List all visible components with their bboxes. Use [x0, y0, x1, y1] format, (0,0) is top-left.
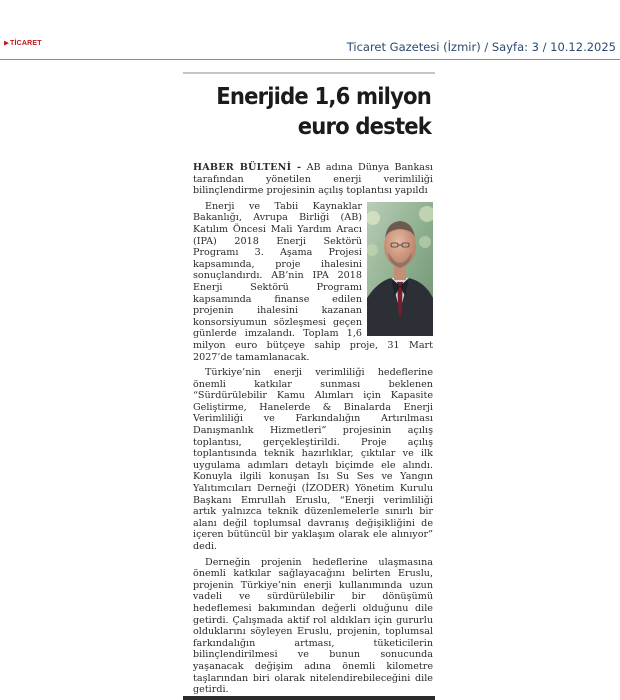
article-paragraph-lead — [193, 162, 433, 197]
logo-text: TİCARET — [10, 40, 42, 47]
article-body — [193, 162, 433, 700]
article-paragraph: Türkiye’nin enerji verimliliği hedeflerine önemli katkılar sunması beklenen “Sürdürülebilir Kamu Alımları için Kapasite Geliştirme, Hanelerde & Binalarda Enerji Verimliliği ve Farkındalığın Artırılması Danışmanlık Hizmetleri” projesinin açılış toplantısı, gerçekleştirildi. Proje açılış toplantısında teknik hazırlıklar, çıktılar ve ilk uygulama adımları detaylı biçimde ele alındı. Konuyla ilgili konuşan Isı Su Ses ve Yangın Yalıtımcıları Derneği (İZODER) Yönetim Kurulu Başkanı Emrullah Eruslu, “Enerji verimliliği artık yalnızca teknik düzenlemelerle sınırlı bir alanı değil toplumsal davranış değişikliğini de içeren bütüncül bir yaklaşım olarak ele alınıyor” dedi. — [193, 367, 433, 552]
lead-label: HABER BÜLTENİ - — [193, 162, 302, 173]
clipping-top-rule — [183, 72, 435, 74]
clipping-bottom-rule — [183, 696, 435, 700]
portrait-image-icon — [367, 202, 433, 336]
clipping-header — [0, 0, 620, 62]
header-divider — [0, 59, 620, 60]
portrait-photo — [367, 202, 433, 336]
news-clipping — [183, 72, 435, 700]
article-headline: Enerjide 1,6 milyon euro destek — [216, 84, 431, 140]
publication-info: Ticaret Gazetesi (İzmir) / Sayfa: 3 / 10.12.2025 — [346, 40, 616, 54]
lead-text: AB adına Dünya Bankası tarafından yönetilen enerji verimliliği bilinçlendirme projesinin açılış toplantısı yapıldı — [193, 162, 433, 197]
article-paragraph: Derneğin projenin hedeflerine ulaşmasına önemli katkılar sağlayacağını belirten Eruslu, projenin Türkiye’nin enerji kullanımında uzun vadeli ve sürdürülebilir bir dönüşümü hedeflemesi bakımından değerli olduğunu dile getirdi. Çalışmada aktif rol aldıkları için gururlu olduklarını söyleyen Eruslu, projenin, toplumsal farkındalığın artması, tüketicilerin bilinçlendirilmesi ve bunun sonucunda yaşanacak değişim adına önemli kilometre taşlarından biri olarak nitelendirebileceğini dile getirdi. — [193, 556, 433, 696]
publication-logo — [4, 40, 42, 47]
logo-mark-icon — [4, 41, 9, 46]
article-paragraph: Enerji ve Tabii Kaynaklar Bakanlığı, Avrupa Birliği (AB) Katılım Öncesi Mali Yardım Aracı (IPA) 2018 Enerji Sektörü Programı 3. Aşama Projesi kapsamında, proje ihalesini sonuçlandırdı. AB’nin IPA 2018 Enerji Sektörü Programı kapsamında finanse edilen projenin ihalesini kazanan konsorsiyumun sözleşmesi geçen günlerde imzalandı. Toplam 1,6 milyon euro bütçeye sahip proje, 31 Mart 2027’de tamamlanacak. — [193, 200, 433, 363]
